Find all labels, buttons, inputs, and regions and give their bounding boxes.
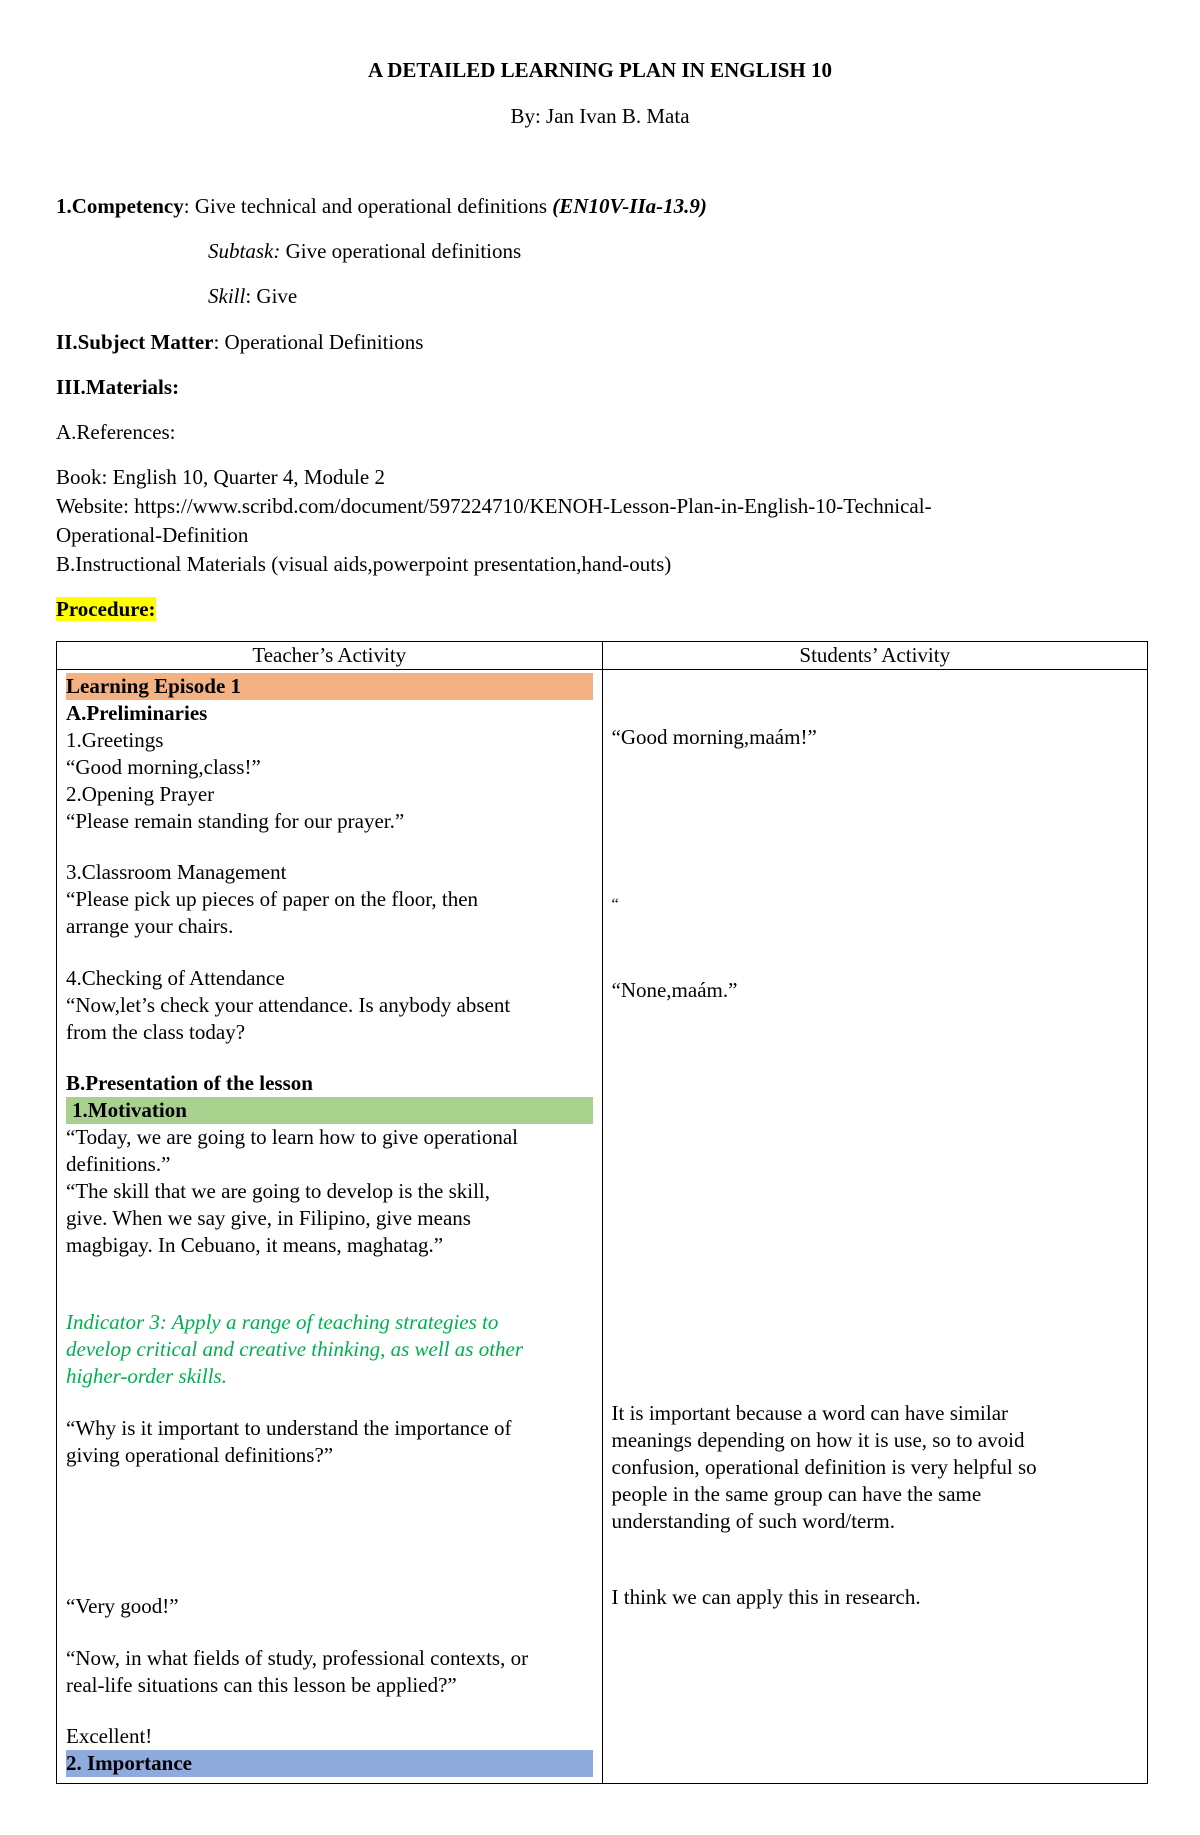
document-title: A DETAILED LEARNING PLAN IN ENGLISH 10 (367, 58, 833, 82)
reference-website: Website: https://www.scribd.com/document/597224710/KENOH-Lesson-Plan-in-English-10-Technical- (56, 494, 932, 518)
skill-line (208, 283, 297, 310)
prayer-label: 2.Opening Prayer (66, 782, 215, 806)
materials-heading: III.Materials: (56, 375, 180, 399)
author-line: By: Jan Ivan B. Mata (510, 104, 690, 128)
motivation-heading: 1.Motivation (72, 1098, 187, 1122)
skill-quote-end: magbigay. In Cebuano, it means, maghatag.” (66, 1233, 444, 1257)
instructional-materials: B.Instructional Materials (visual aids,powerpoint presentation,hand-outs) (56, 552, 672, 576)
competency-code: (EN10V-IIa-13.9) (552, 194, 707, 218)
none-reply: “None,maám.” (611, 978, 738, 1002)
competency-label: 1.Competency (56, 194, 184, 218)
why-question-cont: giving operational definitions?” (66, 1443, 334, 1467)
presentation-heading: B.Presentation of the lesson (66, 1071, 313, 1095)
episode-heading: Learning Episode 1 (66, 674, 242, 698)
reference-website-cont: Operational-Definition (56, 523, 249, 547)
importance-answer-2: meanings depending on how it is use, so to avoid (611, 1428, 1025, 1452)
procedure-table (56, 641, 1148, 1784)
competency-line (56, 193, 707, 220)
today-quote: “Today, we are going to learn how to give operational (66, 1125, 519, 1149)
management-label: 3.Classroom Management (66, 860, 287, 884)
students-activity-cell (602, 670, 1148, 1784)
fields-question-cont: real-life situations can this lesson be applied?” (66, 1673, 457, 1697)
procedure-heading: Procedure: (56, 597, 156, 621)
indicator-text: Indicator 3: Apply a range of teaching strategies to (66, 1310, 499, 1334)
skill-text: : Give (245, 284, 298, 308)
importance-answer: It is important because a word can have similar (611, 1401, 1009, 1425)
skill-quote: “The skill that we are going to develop is the skill, (66, 1179, 490, 1203)
skill-quote-cont: give. When we say give, in Filipino, give means (66, 1206, 471, 1230)
attendance-label: 4.Checking of Attendance (66, 966, 285, 990)
indicator-text-end: higher-order skills. (66, 1364, 227, 1388)
importance-answer-4: people in the same group can have the same (611, 1482, 982, 1506)
references-label: A.References: (56, 420, 176, 444)
subject-matter-line (56, 329, 423, 356)
students-activity-header: Students’ Activity (602, 642, 1148, 670)
indicator-text-cont: develop critical and creative thinking, as well as other (66, 1337, 524, 1361)
subtask-text: Give operational definitions (280, 239, 522, 263)
teacher-activity-header: Teacher’s Activity (57, 642, 603, 670)
management-quote-cont: arrange your chairs. (66, 914, 234, 938)
greeting-quote: “Good morning,class!” (66, 755, 261, 779)
greeting-reply: “Good morning,maám!” (611, 725, 817, 749)
management-quote: “Please pick up pieces of paper on the floor, then (66, 887, 479, 911)
attendance-quote: “Now,let’s check your attendance. Is anybody absent (66, 993, 511, 1017)
reference-book: Book: English 10, Quarter 4, Module 2 (56, 465, 385, 489)
subject-matter-text: : Operational Definitions (213, 330, 424, 354)
greetings-label: 1.Greetings (66, 728, 164, 752)
subject-matter-label: II.Subject Matter (56, 330, 214, 354)
attendance-quote-cont: from the class today? (66, 1020, 246, 1044)
skill-label: Skill (208, 284, 246, 308)
importance-answer-5: understanding of such word/term. (611, 1509, 895, 1533)
competency-text: : Give technical and operational definitions (183, 194, 553, 218)
importance-answer-3: confusion, operational definition is very helpful so (611, 1455, 1037, 1479)
table-header-row (57, 642, 1148, 670)
importance-heading: 2. Importance (66, 1751, 192, 1775)
why-question: “Why is it important to understand the importance of (66, 1416, 512, 1440)
very-good-text: “Very good!” (66, 1594, 179, 1618)
subtask-label: Subtask: (208, 239, 281, 263)
subtask-line (208, 238, 521, 265)
apply-answer: I think we can apply this in research. (611, 1585, 921, 1609)
today-quote-cont: definitions.” (66, 1152, 171, 1176)
fields-question: “Now, in what fields of study, professional contexts, or (66, 1646, 529, 1670)
prayer-quote: “Please remain standing for our prayer.” (66, 809, 405, 833)
teacher-activity-cell (57, 670, 603, 1784)
excellent-text: Excellent! (66, 1724, 153, 1748)
preliminaries-heading: A.Preliminaries (66, 701, 208, 725)
quote-mark: “ (611, 896, 619, 913)
